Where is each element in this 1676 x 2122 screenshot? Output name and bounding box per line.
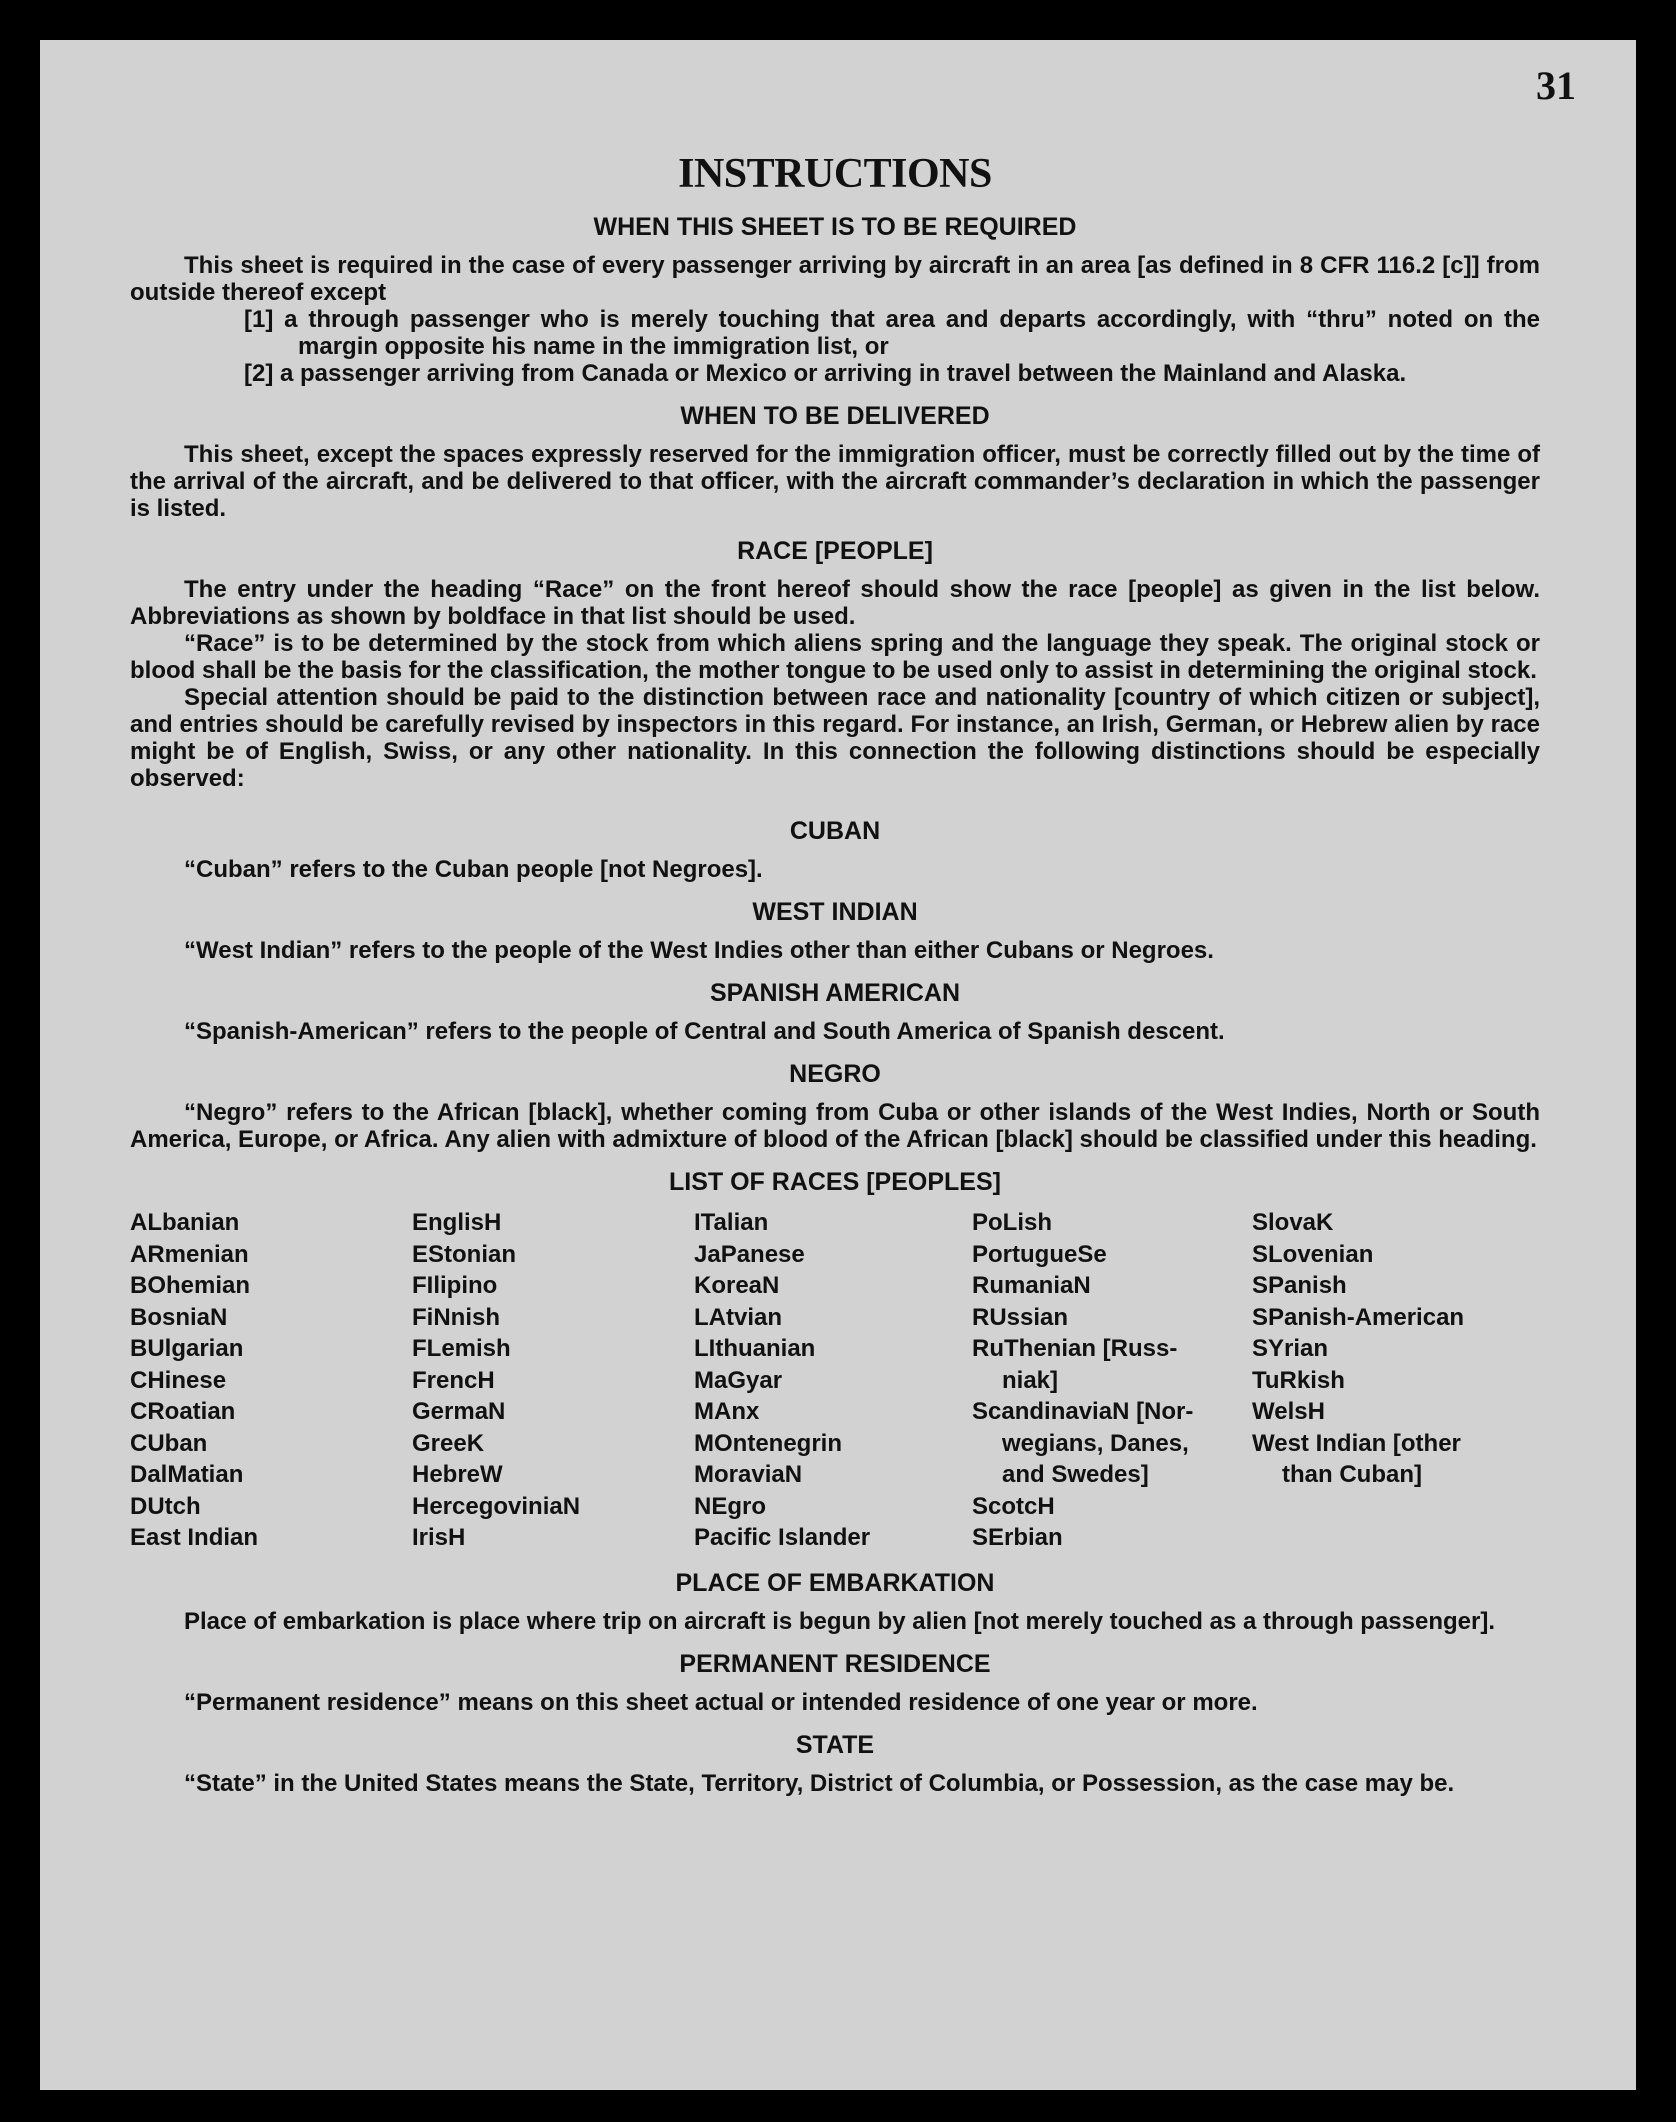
heading-spanish-american: SPANISH AMERICAN [709,979,960,1007]
race-paragraph-3: Special attention should be paid to the distinction between race and nationality [country of which citizen or subject], and entries should be carefully revised by inspectors in this regard. For instance, an Irish, German, or Hebrew alien by race might be of English, Swiss, or any other nationality. In this connection the following distinctions should be especially observed: [130,684,1540,792]
race-item: than Cuban] [1282,1461,1422,1488]
race-item: FrencH [412,1366,495,1394]
race-item: TuRkish [1252,1366,1345,1394]
race-item: CHinese [130,1366,227,1394]
heading-cuban: CUBAN [789,817,881,845]
race-item: West Indian [other [1252,1429,1461,1457]
race-item: East Indian [130,1524,259,1551]
race-item: SlovaK [1252,1209,1334,1236]
race-item: ScandinaviaN [Nor- [972,1398,1194,1425]
races-column-1 [130,1207,412,1554]
race-item: HebreW [412,1461,503,1488]
heading-permanent-residence: PERMANENT RESIDENCE [679,1649,991,1678]
race-item: LIthuanian [694,1335,816,1362]
race-item: DUtch [130,1492,201,1520]
race-item: SPanish-American [1252,1303,1465,1331]
race-item: CUban [130,1429,208,1457]
race-item: BosniaN [130,1303,228,1331]
race-item: RumaniaN [972,1272,1091,1299]
race-item: BUlgarian [130,1335,244,1362]
race-item: ALbanian [130,1209,240,1236]
document-sheet [40,40,1636,2090]
race-item: FIlipino [412,1272,498,1299]
exception-item: [2] a passenger arriving from Canada or Mexico or arriving in travel between the Mainland and Alaska. [244,360,1407,387]
when-required-intro: This sheet is required in the case of every passenger arriving by aircraft in an area [as defined in 8 CFR 116.2 [c]] from outside thereof except [130,252,1540,306]
race-item: ITalian [694,1209,769,1236]
page-number: 31 [1536,63,1576,108]
race-item: RUssian [972,1303,1069,1331]
instructions-content [130,150,1540,1797]
race-item: NEgro [694,1492,766,1520]
race-item: IrisH [412,1524,466,1551]
race-item: LAtvian [694,1303,783,1331]
race-item: PoLish [972,1209,1053,1236]
races-column-5 [1252,1207,1542,1554]
races-column-3 [694,1207,972,1554]
race-item: EnglisH [412,1209,502,1236]
race-item: CRoatian [130,1398,236,1425]
race-item: EStonian [412,1240,517,1268]
race-item: ARmenian [130,1240,249,1268]
race-item: niak] [1002,1366,1059,1394]
race-item: JaPanese [694,1240,805,1268]
race-item: HercegoviniaN [412,1492,581,1520]
heading-state: STATE [795,1730,875,1759]
race-item: RuThenian [Russ- [972,1335,1178,1362]
race-paragraph-2: “Race” is to be determined by the stock from which aliens spring and the language they speak. The original stock or blood shall be the basis for the classification, the mother tongue to be used only to assist in determining the original stock. [130,630,1540,684]
race-item: SYrian [1252,1335,1329,1362]
when-delivered-text: This sheet, except the spaces expressly reserved for the immigration officer, must be correctly filled out by the time of the arrival of the aircraft, and be delivered to that officer, with the aircraft commander’s declaration in which the passenger is listed. [130,441,1540,522]
race-item: GreeK [412,1429,485,1457]
state-text: “State” in the United States means the State, Territory, District of Columbia, or Possession, as the case may be. [184,1769,1455,1797]
exception-item: [1] a through passenger who is merely touching that area and departs accordingly, with “thru” noted on the margin opposite his name in the immigration list, or [244,306,1540,360]
race-item: KoreaN [694,1272,780,1299]
race-item: BOhemian [130,1272,251,1299]
race-item: MoraviaN [694,1461,803,1488]
race-item: FLemish [412,1335,511,1362]
race-item: GermaN [412,1398,506,1425]
race-item: Pacific Islander [694,1524,871,1551]
embarkation-text: Place of embarkation is place where trip on aircraft is begun by alien [not merely touched as a through passenger]. [184,1607,1495,1635]
heading-when-required: WHEN THIS SHEET IS TO BE REQUIRED [593,213,1077,241]
heading-race: RACE [PEOPLE] [737,537,933,565]
race-item: SLovenian [1252,1240,1374,1268]
heading-west-indian: WEST INDIAN [752,898,918,926]
heading-list-of-races: LIST OF RACES [PEOPLES] [669,1168,1001,1196]
race-item: DalMatian [130,1461,244,1488]
exceptions-list [244,306,1540,387]
heading-when-delivered: WHEN TO BE DELIVERED [680,402,990,430]
race-paragraph-1: The entry under the heading “Race” on the front hereof should show the race [people] as given in the list below. Abbreviations as shown by boldface in that list should be used. [130,576,1540,630]
race-item: ScotcH [972,1492,1055,1520]
races-column-2 [412,1207,694,1554]
race-item: FiNnish [412,1303,500,1331]
race-item: WelsH [1252,1398,1325,1425]
races-column-4 [972,1207,1252,1554]
cuban-text: “Cuban” refers to the Cuban people [not Negroes]. [184,856,763,883]
race-item: wegians, Danes, [1002,1429,1189,1457]
negro-text: “Negro” refers to the African [black], whether coming from Cuba or other islands of the West Indies, North or South America, Europe, or Africa. Any alien with admixture of blood of the African [black] should be classified under this heading. [130,1099,1540,1153]
page-title: INSTRUCTIONS [678,151,992,197]
race-item: PortugueSe [972,1240,1107,1268]
race-item: MAnx [694,1398,760,1425]
west-indian-text: “West Indian” refers to the people of the West Indies other than either Cubans or Negroes. [184,937,1214,964]
race-item: and Swedes] [1002,1461,1149,1488]
race-item: SErbian [972,1524,1063,1551]
heading-embarkation: PLACE OF EMBARKATION [675,1568,995,1597]
race-item: MaGyar [694,1366,783,1394]
race-item: SPanish [1252,1272,1347,1299]
race-item: MOntenegrin [694,1429,842,1457]
residence-text: “Permanent residence” means on this sheet actual or intended residence of one year or more. [184,1688,1258,1716]
spanish-american-text: “Spanish-American” refers to the people of Central and South America of Spanish descent. [184,1018,1225,1045]
heading-negro: NEGRO [789,1060,881,1088]
races-list [130,1207,1540,1554]
